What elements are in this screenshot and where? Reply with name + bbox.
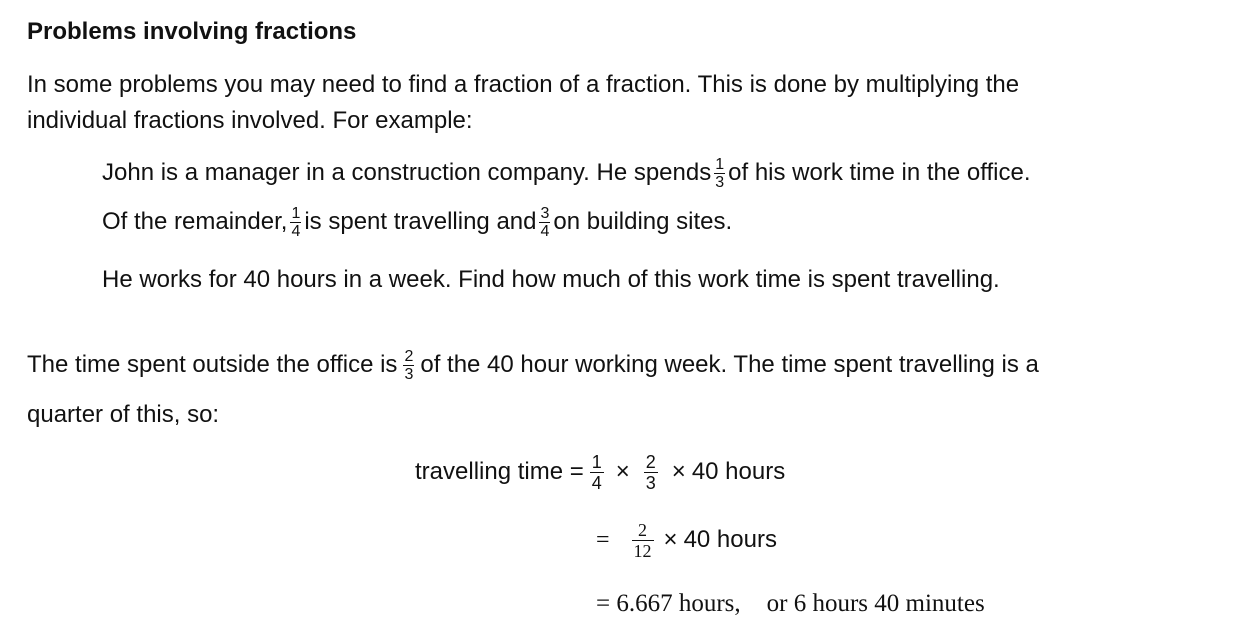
fraction-denominator: 4: [291, 223, 301, 240]
fraction-two-thirds: [403, 348, 414, 383]
multiply-sign: ×: [671, 457, 686, 485]
equation-line-1: [415, 452, 785, 493]
equation-line-2: [596, 520, 777, 561]
fraction-denominator: 3: [404, 366, 414, 383]
fraction-denominator: 4: [591, 473, 602, 493]
problem-text: of his work time in the office.: [728, 158, 1031, 186]
solution-line-1: [27, 348, 1039, 383]
fraction-numerator: 3: [540, 205, 550, 222]
solution-line-2: quarter of this, so:: [27, 401, 220, 428]
problem-text: John is a manager in a construction company. He spends: [102, 158, 712, 186]
fraction-three-quarters: [539, 205, 550, 240]
problem-line-3: He works for 40 hours in a week. Find how much of this work time is spent travelling.: [102, 266, 1000, 293]
multiply-sign: ×: [615, 457, 630, 485]
multiply-sign: ×: [663, 525, 678, 553]
problem-text: on building sites.: [553, 207, 733, 235]
equation-line-3: [596, 590, 985, 618]
fraction-one-third: [714, 156, 725, 191]
fraction-numerator: 2: [632, 520, 654, 541]
fraction-numerator: 2: [404, 348, 414, 365]
problem-line-1: [102, 156, 1031, 191]
intro-line-2: individual fractions involved. For example:: [27, 107, 473, 134]
fraction-denominator: 3: [715, 174, 725, 191]
fraction-denominator: 12: [633, 541, 652, 561]
equation-term: 40 hours: [691, 457, 786, 485]
fraction-two-thirds: [644, 452, 658, 493]
equation-label: travelling time =: [415, 457, 584, 485]
solution-text: The time spent outside the office is: [27, 350, 398, 378]
page-title: Problems involving fractions: [27, 18, 357, 45]
fraction-numerator: 1: [715, 156, 725, 173]
fraction-denominator: 4: [540, 223, 550, 240]
equals-sign: =: [596, 526, 610, 553]
fraction-numerator: 1: [591, 452, 602, 472]
equation-result: = 6.667 hours,: [596, 590, 741, 617]
fraction-one-quarter: [590, 452, 604, 493]
problem-line-2: [102, 205, 732, 240]
intro-line-1: In some problems you may need to find a fraction of a fraction. This is done by multiplying the: [27, 71, 1020, 98]
fraction-one-quarter: [290, 205, 301, 240]
fraction-numerator: 2: [645, 452, 656, 472]
fraction-two-twelfths: [632, 520, 654, 561]
fraction-numerator: 1: [291, 205, 301, 222]
solution-text: of the 40 hour working week. The time spent travelling is a: [420, 350, 1039, 378]
equation-alternative: or 6 hours 40 minutes: [766, 590, 985, 617]
equation-term: 40 hours: [683, 525, 777, 553]
problem-text: is spent travelling and: [304, 207, 537, 235]
fraction-denominator: 3: [645, 473, 656, 493]
problem-text: Of the remainder,: [102, 207, 288, 235]
